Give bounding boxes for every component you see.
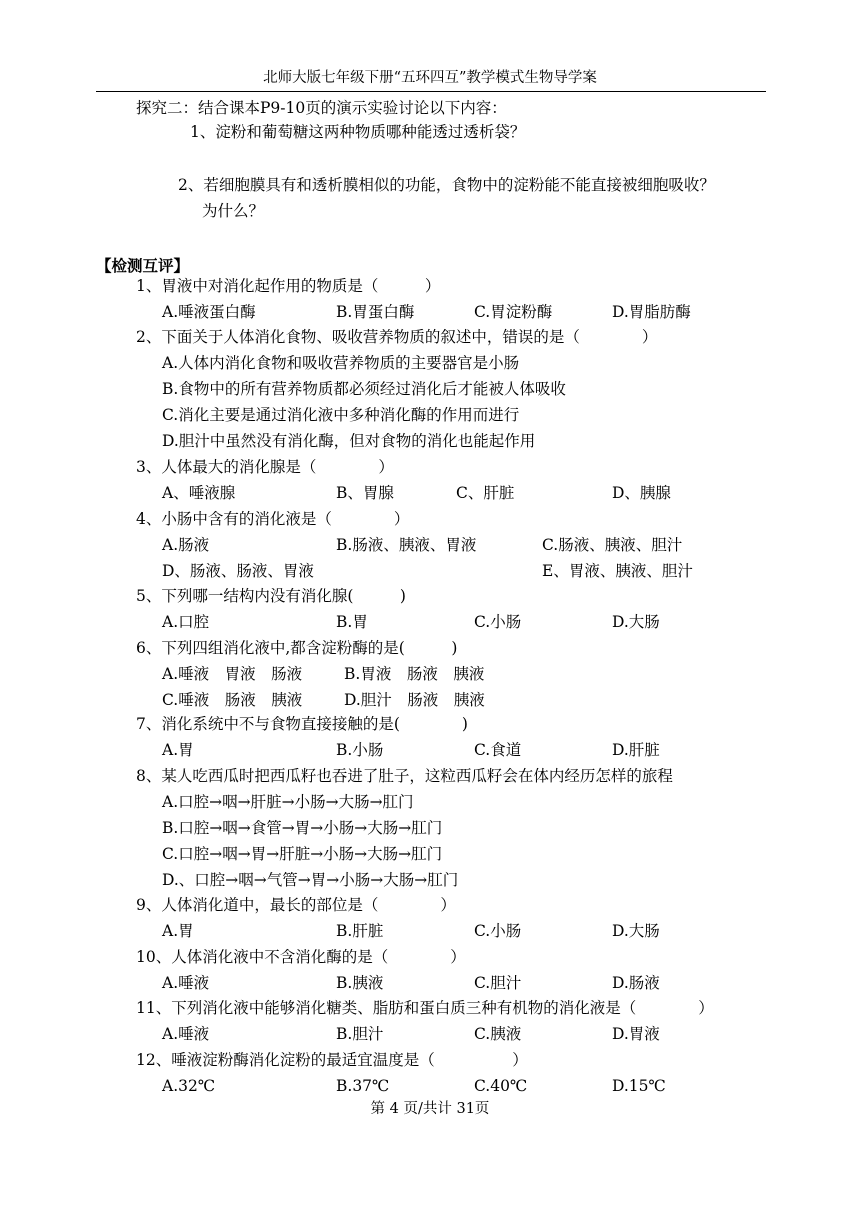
question-stem: 1、胃液中对消化起作用的物质是（ ） [136,277,441,295]
option-d: D、胰腺 [612,484,671,502]
question-stem: 5、下列哪一结构内没有消化腺( ) [136,587,406,605]
option-c: C.胃淀粉酶 [474,303,553,321]
question-stem: 4、小肠中含有的消化液是（ ） [136,510,410,528]
option-a: A.32℃ [162,1077,216,1095]
option-d: D.15℃ [612,1077,666,1095]
question-stem: 7、消化系统中不与食物直接接触的是( ) [136,715,468,733]
option-c: C.食道 [474,741,522,759]
option-c: C.肠液、胰液、胆汁 [542,536,683,554]
question-stem: 2、下面关于人体消化食物、吸收营养物质的叙述中，错误的是（ ） [136,328,658,346]
option-b: B、胃腺 [336,484,394,502]
question-stem: 11、下列消化液中能够消化糖类、脂肪和蛋白质三种有机物的消化液是（ ） [136,999,714,1017]
option-c: C.消化主要是通过消化液中多种消化酶的作用而进行 [162,406,520,424]
option-a: A.胃 [162,922,194,940]
option-c: C.胆汁 [474,974,522,992]
question-stem: 8、某人吃西瓜时把西瓜籽也吞进了肚子，这粒西瓜籽会在体内经历怎样的旅程 [136,767,673,785]
option-d: D.胃脂肪酶 [612,303,691,321]
option-b: B.口腔→咽→食管→胃→小肠→大肠→肛门 [162,819,443,837]
option-d: D.胆汁 肠液 胰液 [344,691,485,709]
option-d: D.大肠 [612,613,660,631]
question-stem: 10、人体消化液中不含消化酶的是（ ） [136,948,466,966]
explore-question-1: 1、淀粉和葡萄糖这两种物质哪种能透过透析袋？ [190,123,526,141]
option-b: B.胃 [336,613,368,631]
option-c: C.40℃ [474,1077,528,1095]
option-c: C.小肠 [474,922,522,940]
explore-question-2-line-1: 2、若细胞膜具有和透析膜相似的功能，食物中的淀粉能不能直接被细胞吸收？ [178,176,715,194]
page-footer: 第 4 页/共计 31页 [370,1101,490,1117]
option-d: D.、口腔→咽→气管→胃→小肠→大肠→肛门 [162,871,459,889]
question-stem: 12、唾液淀粉酶消化淀粉的最适宜温度是（ ） [136,1051,528,1069]
option-b: B.胆汁 [336,1025,384,1043]
option-c: C.小肠 [474,613,522,631]
option-b: B.胰液 [336,974,384,992]
option-d: D.胆汁中虽然没有消化酶，但对食物的消化也能起作用 [162,432,536,450]
option-b: B.胃液 肠液 胰液 [344,665,485,683]
option-a: A.胃 [162,741,194,759]
option-a: A.唾液蛋白酶 [162,303,256,321]
option-c: C、肝脏 [456,484,515,502]
option-a: A.口腔 [162,613,210,631]
option-b: B.小肠 [336,741,384,759]
explore-question-2-line-2: 为什么？ [202,202,265,220]
question-stem: 6、下列四组消化液中,都含淀粉酶的是( ) [136,639,458,657]
option-e: E、胃液、胰液、胆汁 [542,562,693,580]
question-stem: 3、人体最大的消化腺是（ ） [136,458,394,476]
option-b: B.肠液、胰液、胃液 [336,536,477,554]
option-c: C.口腔→咽→胃→肝脏→小肠→大肠→肛门 [162,845,443,863]
option-c: C.胰液 [474,1025,522,1043]
option-a: A.口腔→咽→肝脏→小肠→大肠→肛门 [162,793,414,811]
option-b: B.37℃ [336,1077,390,1095]
explore-intro: 探究二：结合课本P9-10页的演示实验讨论以下内容： [136,99,507,117]
option-a: A.肠液 [162,536,210,554]
option-a: A.唾液 [162,1025,210,1043]
option-a: A.唾液 [162,974,210,992]
option-b: B.食物中的所有营养物质都必须经过消化后才能被人体吸收 [162,380,566,398]
section-title: 【检测互评】 [96,257,190,275]
option-c: C.唾液 肠液 胰液 [162,691,303,709]
option-a: A、唾液腺 [162,484,236,502]
option-d: D.胃液 [612,1025,660,1043]
option-b: B.胃蛋白酶 [336,303,415,321]
option-d: D.肠液 [612,974,660,992]
question-stem: 9、人体消化道中，最长的部位是（ ） [136,896,456,914]
option-a: A.唾液 胃液 肠液 [162,665,303,683]
header-rule [96,91,766,92]
option-d: D、肠液、肠液、胃液 [162,562,314,580]
option-d: D.大肠 [612,922,660,940]
option-a: A.人体内消化食物和吸收营养物质的主要器官是小肠 [162,354,520,372]
option-d: D.肝脏 [612,741,660,759]
page-header: 北师大版七年级下册“五环四互”教学模式生物导学案 [263,70,597,86]
option-b: B.肝脏 [336,922,384,940]
